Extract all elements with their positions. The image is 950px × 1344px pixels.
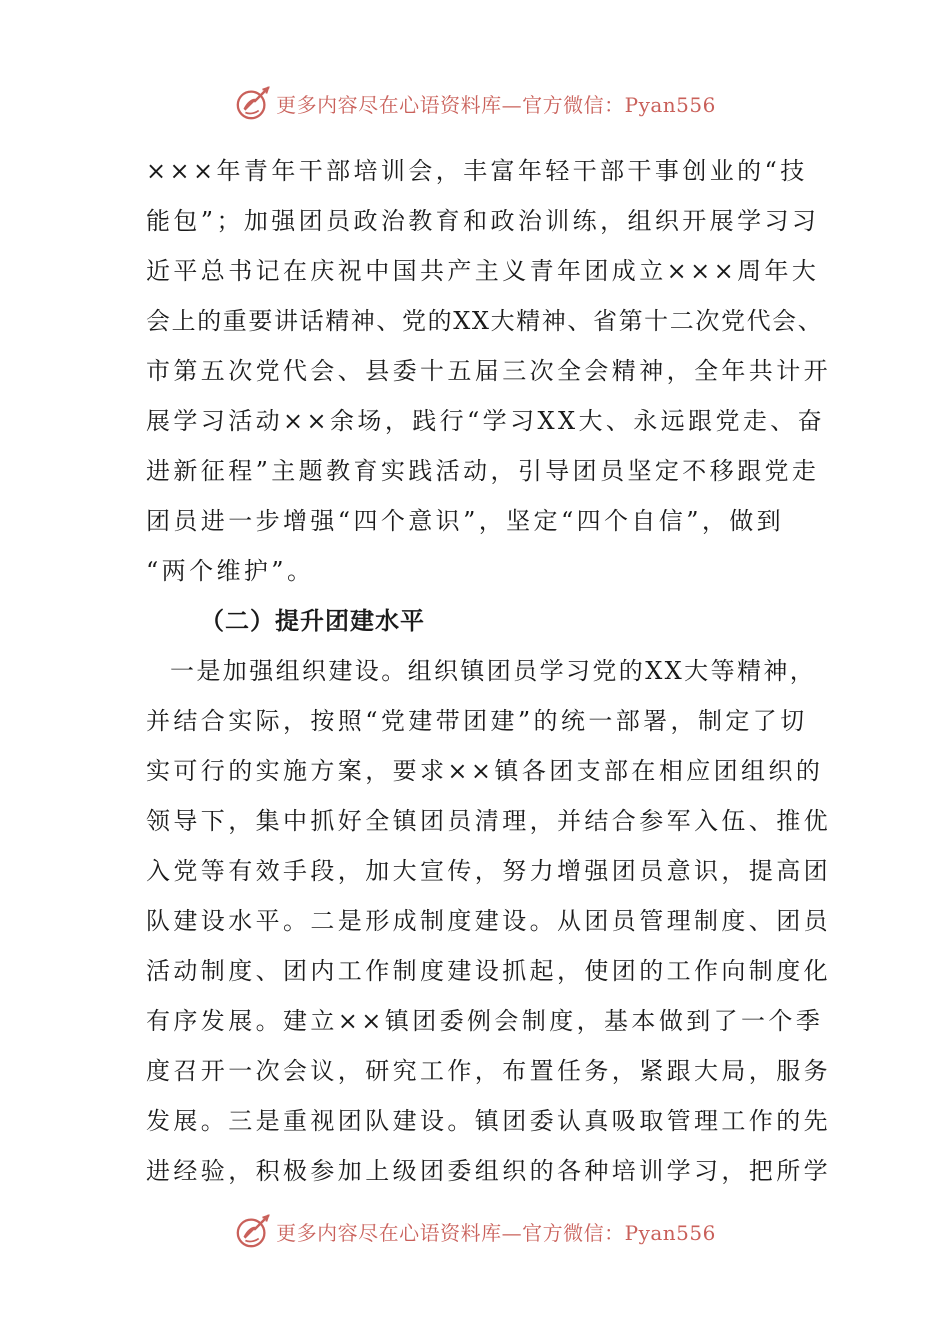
text-line: 进经验，积极参加上级团委组织的各种培训学习，把所学 (146, 1157, 831, 1185)
text-line: 展学习活动××余场，践行“学习XX大、永远跟党走、奋 (146, 407, 826, 435)
text-line: 入党等有效手段，加大宣传，努力增强团员意识，提高团 (146, 857, 831, 885)
text-line: 市第五次党代会、县委十五届三次全会精神，全年共计开 (146, 357, 831, 385)
text-line: ×××年青年干部培训会，丰富年轻干部干事创业的“技 (146, 157, 808, 185)
header-watermark-content (234, 84, 716, 122)
paragraph-1 (146, 146, 836, 596)
text-line: 近平总书记在庆祝中国共产主义青年团成立×××周年大 (146, 257, 820, 285)
text-line: 实可行的实施方案，要求××镇各团支部在相应团组织的 (146, 757, 824, 785)
footer-watermark-banner (0, 1208, 950, 1254)
pen-logo-icon (234, 84, 272, 122)
text-line: 发展。三是重视团队建设。镇团委认真吸取管理工作的先 (146, 1107, 831, 1135)
text-line: “两个维护”。 (146, 557, 315, 585)
pen-logo-icon (234, 1212, 272, 1250)
text-line: 团员进一步增强“四个意识”，坚定“四个自信”，做到 (146, 507, 785, 535)
header-watermark-banner (0, 80, 950, 126)
text-line: 度召开一次会议，研究工作，布置任务，紧跟大局，服务 (146, 1057, 831, 1085)
text-line: 进新征程”主题教育实践活动，引导团员坚定不移跟党走 (146, 457, 820, 485)
text-line: 活动制度、团内工作制度建设抓起，使团的工作向制度化 (146, 957, 831, 985)
text-line: 领导下，集中抓好全镇团员清理，并结合参军入伍、推优 (146, 807, 831, 835)
footer-watermark-content (234, 1212, 716, 1250)
text-line: 队建设水平。二是形成制度建设。从团员管理制度、团员 (146, 907, 831, 935)
document-body (146, 146, 836, 1196)
section-heading: （二）提升团建水平 (200, 607, 425, 635)
text-line: 能包”；加强团员政治教育和政治训练，组织开展学习习 (146, 207, 820, 235)
watermark-text: 更多内容尽在心语资料库—官方微信：Pyan556 (276, 92, 716, 117)
text-line: 一是加强组织建设。组织镇团员学习党的XX大等精神， (170, 657, 817, 685)
watermark-text: 更多内容尽在心语资料库—官方微信：Pyan556 (276, 1220, 716, 1245)
text-line: 并结合实际，按照“党建带团建”的统一部署，制定了切 (146, 707, 808, 735)
text-line: 会上的重要讲话精神、党的XX大精神、省第十二次党代会、 (146, 307, 824, 335)
paragraph-2 (146, 646, 836, 1196)
text-line: 有序发展。建立××镇团委例会制度，基本做到了一个季 (146, 1007, 824, 1035)
